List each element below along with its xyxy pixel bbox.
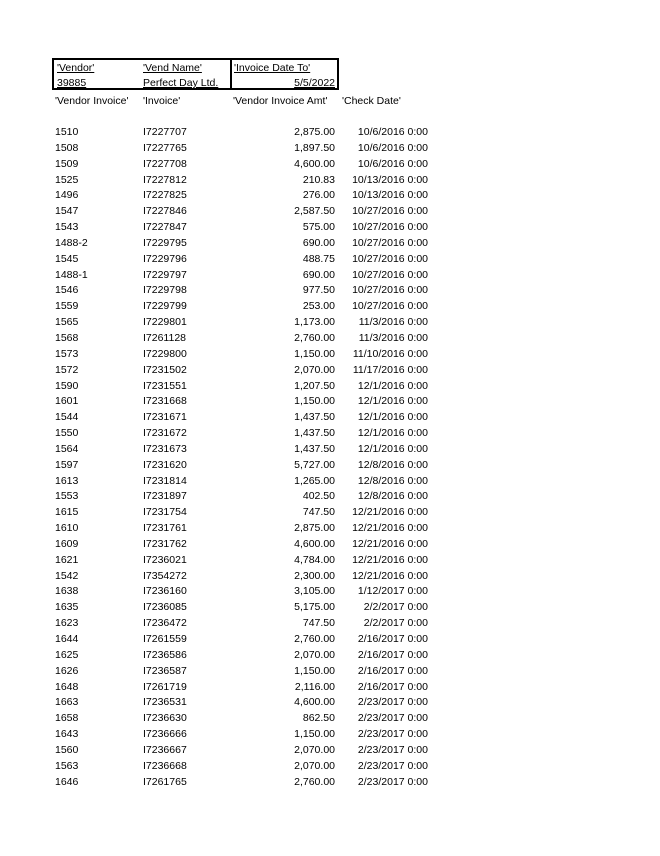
amount-cell[interactable]: 1,150.00 bbox=[294, 347, 335, 360]
invoice-cell[interactable]: I7229800 bbox=[143, 347, 187, 360]
check-date-cell[interactable]: 12/8/2016 0:00 bbox=[357, 490, 428, 503]
invoice-cell[interactable]: I7236531 bbox=[143, 696, 187, 709]
check-date-cell[interactable]: 10/6/2016 0:00 bbox=[357, 157, 428, 170]
table-row bbox=[0, 775, 660, 791]
check-date-cell[interactable]: 2/16/2017 0:00 bbox=[357, 648, 428, 661]
vendor-invoice-cell[interactable]: 1573 bbox=[55, 347, 79, 360]
check-date-cell[interactable]: 2/23/2017 0:00 bbox=[357, 712, 428, 725]
table-row bbox=[0, 521, 660, 537]
column-header-invoice: 'Invoice' bbox=[143, 95, 181, 107]
vendor-invoice-cell[interactable]: 1542 bbox=[55, 569, 79, 582]
table-row bbox=[0, 252, 660, 268]
vendor-invoice-cell[interactable]: 1546 bbox=[55, 284, 79, 297]
vendor-invoice-cell[interactable]: 1565 bbox=[55, 316, 79, 329]
table-row bbox=[0, 283, 660, 299]
check-date-cell[interactable]: 11/3/2016 0:00 bbox=[358, 331, 428, 344]
invoice-cell[interactable]: I7227765 bbox=[143, 141, 187, 154]
vendor-invoice-cell[interactable]: 1560 bbox=[55, 743, 79, 756]
table-row bbox=[0, 394, 660, 410]
header-divider bbox=[230, 60, 232, 88]
invoice-cell[interactable]: I7229798 bbox=[143, 284, 187, 297]
amount-cell[interactable]: 488.75 bbox=[302, 252, 335, 265]
amount-cell[interactable]: 862.50 bbox=[302, 712, 335, 725]
table-row bbox=[0, 505, 660, 521]
table-row bbox=[0, 268, 660, 284]
table-row bbox=[0, 458, 660, 474]
amount-cell[interactable]: 2,070.00 bbox=[294, 759, 335, 772]
vendor-invoice-cell[interactable]: 1568 bbox=[55, 331, 79, 344]
vendor-invoice-cell[interactable]: 1648 bbox=[55, 680, 79, 693]
vendor-invoice-cell[interactable]: 1610 bbox=[55, 522, 79, 535]
vend-name-label: 'Vend Name' bbox=[143, 62, 202, 74]
amount-cell[interactable]: 1,207.50 bbox=[294, 379, 335, 392]
vendor-invoice-cell[interactable]: 1601 bbox=[55, 395, 79, 408]
check-date-cell[interactable]: 10/6/2016 0:00 bbox=[357, 141, 428, 154]
table-row bbox=[0, 759, 660, 775]
invoice-cell[interactable]: I7229801 bbox=[143, 316, 187, 329]
table-row bbox=[0, 141, 660, 157]
invoice-cell[interactable]: I7227707 bbox=[143, 126, 187, 138]
vendor-invoice-cell[interactable]: 1488-1 bbox=[55, 268, 88, 281]
amount-cell[interactable]: 690.00 bbox=[302, 236, 335, 249]
amount-cell[interactable]: 2,587.50 bbox=[294, 205, 335, 218]
vendor-label: 'Vendor' bbox=[57, 62, 95, 74]
check-date-cell[interactable]: 10/27/2016 0:00 bbox=[352, 236, 428, 249]
table-row bbox=[0, 553, 660, 569]
table-row bbox=[0, 600, 660, 616]
vendor-invoice-cell[interactable]: 1488-2 bbox=[55, 236, 88, 249]
amount-cell[interactable]: 690.00 bbox=[302, 268, 335, 281]
table-row bbox=[0, 632, 660, 648]
invoice-cell[interactable]: I7236630 bbox=[143, 712, 187, 725]
table-row bbox=[0, 680, 660, 696]
check-date-cell[interactable]: 11/17/2016 0:00 bbox=[352, 363, 428, 376]
table-row bbox=[0, 648, 660, 664]
table-row bbox=[0, 331, 660, 347]
vendor-invoice-cell[interactable]: 1553 bbox=[55, 490, 79, 503]
amount-cell[interactable]: 1,897.50 bbox=[294, 141, 335, 154]
invoice-cell[interactable]: I7231672 bbox=[143, 427, 187, 440]
invoice-cell[interactable]: I7231673 bbox=[143, 442, 187, 455]
invoice-cell[interactable]: I7236472 bbox=[143, 617, 187, 630]
amount-cell[interactable]: 1,437.50 bbox=[294, 427, 335, 440]
invoice-cell[interactable]: I7229797 bbox=[143, 268, 187, 281]
amount-cell[interactable]: 575.00 bbox=[302, 221, 335, 234]
vendor-invoice-cell[interactable]: 1496 bbox=[55, 189, 79, 202]
invoice-cell[interactable]: I7354272 bbox=[143, 569, 187, 582]
table-row bbox=[0, 125, 660, 141]
invoice-date-value[interactable]: 5/5/2022 bbox=[294, 77, 335, 89]
amount-cell[interactable]: 1,150.00 bbox=[294, 664, 335, 677]
table-row bbox=[0, 489, 660, 505]
vendor-invoice-cell[interactable]: 1545 bbox=[55, 252, 79, 265]
check-date-cell[interactable]: 1/12/2017 0:00 bbox=[357, 585, 428, 598]
check-date-cell[interactable]: 12/21/2016 0:00 bbox=[352, 522, 428, 535]
table-row bbox=[0, 727, 660, 743]
table-row bbox=[0, 664, 660, 680]
vendor-invoice-cell[interactable]: 1623 bbox=[55, 617, 79, 630]
table-row bbox=[0, 315, 660, 331]
vendor-invoice-cell[interactable]: 1621 bbox=[55, 553, 79, 566]
amount-cell[interactable]: 4,784.00 bbox=[294, 553, 335, 566]
table-row bbox=[0, 173, 660, 189]
invoice-cell[interactable]: I7227708 bbox=[143, 157, 187, 170]
vendor-invoice-cell[interactable]: 1625 bbox=[55, 648, 79, 661]
check-date-cell[interactable]: 2/2/2017 0:00 bbox=[363, 601, 428, 614]
check-date-cell[interactable]: 10/27/2016 0:00 bbox=[352, 300, 428, 313]
invoice-cell[interactable]: I7231502 bbox=[143, 363, 187, 376]
check-date-cell[interactable]: 10/6/2016 0:00 bbox=[357, 126, 428, 138]
check-date-cell[interactable]: 10/13/2016 0:00 bbox=[352, 173, 428, 186]
table-row bbox=[0, 299, 660, 315]
amount-cell[interactable]: 3,105.00 bbox=[294, 585, 335, 598]
table-row bbox=[0, 474, 660, 490]
invoice-cell[interactable]: I7261765 bbox=[143, 775, 187, 788]
check-date-cell[interactable]: 2/23/2017 0:00 bbox=[357, 775, 428, 788]
table-row bbox=[0, 569, 660, 585]
check-date-cell[interactable]: 12/21/2016 0:00 bbox=[352, 537, 428, 550]
table-row bbox=[0, 236, 660, 252]
invoice-cell[interactable]: I7231551 bbox=[143, 379, 187, 392]
table-row bbox=[0, 204, 660, 220]
check-date-cell[interactable]: 2/23/2017 0:00 bbox=[357, 743, 428, 756]
invoice-cell[interactable]: I7229799 bbox=[143, 300, 187, 313]
amount-cell[interactable]: 253.00 bbox=[302, 300, 335, 313]
invoice-cell[interactable]: I7231814 bbox=[143, 474, 187, 487]
check-date-cell[interactable]: 10/27/2016 0:00 bbox=[352, 284, 428, 297]
invoice-cell[interactable]: I7236085 bbox=[143, 601, 187, 614]
invoice-table-body bbox=[0, 125, 660, 790]
amount-cell[interactable]: 2,760.00 bbox=[294, 633, 335, 645]
invoice-cell[interactable]: I7236668 bbox=[143, 759, 187, 772]
invoice-cell[interactable]: I7231754 bbox=[143, 506, 187, 519]
check-date-cell[interactable]: 12/21/2016 0:00 bbox=[352, 569, 428, 582]
amount-cell[interactable]: 5,175.00 bbox=[294, 601, 335, 614]
check-date-cell[interactable]: 12/21/2016 0:00 bbox=[352, 553, 428, 566]
invoice-cell[interactable]: I7261559 bbox=[143, 633, 187, 645]
amount-cell[interactable]: 276.00 bbox=[302, 189, 335, 202]
check-date-cell[interactable]: 2/2/2017 0:00 bbox=[363, 617, 428, 630]
invoice-cell[interactable]: I7231668 bbox=[143, 395, 187, 408]
table-row bbox=[0, 410, 660, 426]
table-row bbox=[0, 537, 660, 553]
amount-cell[interactable]: 210.83 bbox=[302, 173, 335, 186]
table-row bbox=[0, 616, 660, 632]
invoice-cell[interactable]: I7236666 bbox=[143, 728, 187, 741]
check-date-cell[interactable]: 12/1/2016 0:00 bbox=[357, 442, 428, 455]
amount-cell[interactable]: 1,437.50 bbox=[294, 411, 335, 424]
vendor-invoice-cell[interactable]: 1510 bbox=[55, 126, 79, 138]
check-date-cell[interactable]: 11/3/2016 0:00 bbox=[358, 316, 428, 329]
check-date-cell[interactable]: 10/27/2016 0:00 bbox=[352, 205, 428, 218]
check-date-cell[interactable]: 10/27/2016 0:00 bbox=[352, 268, 428, 281]
check-date-cell[interactable]: 2/23/2017 0:00 bbox=[357, 728, 428, 741]
amount-cell[interactable]: 2,070.00 bbox=[294, 648, 335, 661]
vendor-value[interactable]: 39885 bbox=[57, 77, 87, 89]
vendor-invoice-cell[interactable]: 1644 bbox=[55, 633, 79, 645]
vendor-invoice-cell[interactable]: 1563 bbox=[55, 759, 79, 772]
check-date-cell[interactable]: 2/16/2017 0:00 bbox=[357, 633, 428, 645]
invoice-cell[interactable]: I7229795 bbox=[143, 236, 187, 249]
vendor-invoice-cell[interactable]: 1658 bbox=[55, 712, 79, 725]
invoice-cell[interactable]: I7231762 bbox=[143, 537, 187, 550]
table-row bbox=[0, 363, 660, 379]
table-row bbox=[0, 426, 660, 442]
amount-cell[interactable]: 4,600.00 bbox=[294, 157, 335, 170]
amount-cell[interactable]: 2,875.00 bbox=[294, 126, 335, 138]
check-date-cell[interactable]: 10/13/2016 0:00 bbox=[352, 189, 428, 202]
vendor-invoice-cell[interactable]: 1550 bbox=[55, 427, 79, 440]
vendor-invoice-cell[interactable]: 1590 bbox=[55, 379, 79, 392]
amount-cell[interactable]: 4,600.00 bbox=[294, 696, 335, 709]
amount-cell[interactable]: 2,116.00 bbox=[294, 680, 335, 693]
invoice-cell[interactable]: I7236587 bbox=[143, 664, 187, 677]
check-date-cell[interactable]: 10/27/2016 0:00 bbox=[352, 252, 428, 265]
invoice-cell[interactable]: I7231761 bbox=[143, 522, 187, 535]
vendor-invoice-cell[interactable]: 1626 bbox=[55, 664, 79, 677]
amount-cell[interactable]: 2,760.00 bbox=[294, 331, 335, 344]
vendor-invoice-cell[interactable]: 1509 bbox=[55, 157, 79, 170]
amount-cell[interactable]: 4,600.00 bbox=[294, 537, 335, 550]
vendor-invoice-cell[interactable]: 1525 bbox=[55, 173, 79, 186]
vendor-invoice-cell[interactable]: 1635 bbox=[55, 601, 79, 614]
table-row bbox=[0, 157, 660, 173]
filter-header-box bbox=[52, 58, 339, 90]
vendor-invoice-cell[interactable]: 1643 bbox=[55, 728, 79, 741]
table-row bbox=[0, 442, 660, 458]
vendor-invoice-cell[interactable]: 1663 bbox=[55, 696, 79, 709]
vendor-invoice-cell[interactable]: 1597 bbox=[55, 458, 79, 471]
amount-cell[interactable]: 2,875.00 bbox=[294, 522, 335, 535]
invoice-cell[interactable]: I7227812 bbox=[143, 173, 187, 186]
invoice-cell[interactable]: I7231671 bbox=[143, 411, 187, 424]
invoice-date-label: 'Invoice Date To' bbox=[234, 62, 311, 74]
vendor-invoice-cell[interactable]: 1543 bbox=[55, 221, 79, 234]
check-date-cell[interactable]: 2/23/2017 0:00 bbox=[357, 759, 428, 772]
check-date-cell[interactable]: 2/16/2017 0:00 bbox=[357, 664, 428, 677]
amount-cell[interactable]: 1,150.00 bbox=[294, 728, 335, 741]
invoice-cell[interactable]: I7236586 bbox=[143, 648, 187, 661]
vendor-invoice-cell[interactable]: 1646 bbox=[55, 775, 79, 788]
amount-cell[interactable]: 1,265.00 bbox=[294, 474, 335, 487]
table-row bbox=[0, 188, 660, 204]
amount-cell[interactable]: 402.50 bbox=[302, 490, 335, 503]
amount-cell[interactable]: 1,437.50 bbox=[294, 442, 335, 455]
check-date-cell[interactable]: 12/1/2016 0:00 bbox=[357, 427, 428, 440]
vendor-invoice-cell[interactable]: 1564 bbox=[55, 442, 79, 455]
table-row bbox=[0, 379, 660, 395]
amount-cell[interactable]: 2,300.00 bbox=[294, 569, 335, 582]
invoice-cell[interactable]: I7261128 bbox=[143, 331, 187, 344]
invoice-cell[interactable]: I7236021 bbox=[143, 553, 187, 566]
vendor-invoice-cell[interactable]: 1609 bbox=[55, 537, 79, 550]
check-date-cell[interactable]: 12/8/2016 0:00 bbox=[357, 474, 428, 487]
amount-cell[interactable]: 747.50 bbox=[302, 617, 335, 630]
amount-cell[interactable]: 1,173.00 bbox=[294, 316, 335, 329]
table-row bbox=[0, 711, 660, 727]
vendor-invoice-cell[interactable]: 1508 bbox=[55, 141, 79, 154]
check-date-cell[interactable]: 11/10/2016 0:00 bbox=[352, 347, 428, 360]
invoice-cell[interactable]: I7236667 bbox=[143, 743, 187, 756]
check-date-cell[interactable]: 12/1/2016 0:00 bbox=[357, 379, 428, 392]
vendor-invoice-cell[interactable]: 1613 bbox=[55, 474, 79, 487]
check-date-cell[interactable]: 12/1/2016 0:00 bbox=[357, 395, 428, 408]
invoice-cell[interactable]: I7227825 bbox=[143, 189, 187, 202]
vendor-invoice-cell[interactable]: 1638 bbox=[55, 585, 79, 598]
check-date-cell[interactable]: 12/8/2016 0:00 bbox=[357, 458, 428, 471]
table-row bbox=[0, 743, 660, 759]
vendor-invoice-cell[interactable]: 1559 bbox=[55, 300, 79, 313]
invoice-cell[interactable]: I7231620 bbox=[143, 458, 187, 471]
invoice-cell[interactable]: I7229796 bbox=[143, 252, 187, 265]
amount-cell[interactable]: 2,070.00 bbox=[294, 743, 335, 756]
amount-cell[interactable]: 1,150.00 bbox=[294, 395, 335, 408]
column-header-vendor-invoice: 'Vendor Invoice' bbox=[55, 95, 129, 107]
amount-cell[interactable]: 977.50 bbox=[302, 284, 335, 297]
invoice-cell[interactable]: I7236160 bbox=[143, 585, 187, 598]
invoice-cell[interactable]: I7227847 bbox=[143, 221, 187, 234]
check-date-cell[interactable]: 10/27/2016 0:00 bbox=[352, 221, 428, 234]
check-date-cell[interactable]: 12/21/2016 0:00 bbox=[352, 506, 428, 519]
vend-name-value[interactable]: Perfect Day Ltd. bbox=[143, 77, 219, 89]
amount-cell[interactable]: 2,760.00 bbox=[294, 775, 335, 788]
vendor-invoice-cell[interactable]: 1615 bbox=[55, 506, 79, 519]
invoice-cell[interactable]: I7261719 bbox=[143, 680, 187, 693]
amount-cell[interactable]: 747.50 bbox=[302, 506, 335, 519]
invoice-cell[interactable]: I7231897 bbox=[143, 490, 187, 503]
check-date-cell[interactable]: 2/23/2017 0:00 bbox=[357, 696, 428, 709]
table-row bbox=[0, 220, 660, 236]
vendor-invoice-cell[interactable]: 1572 bbox=[55, 363, 79, 376]
vendor-invoice-cell[interactable]: 1547 bbox=[55, 205, 79, 218]
column-header-amount: 'Vendor Invoice Amt' bbox=[233, 95, 328, 107]
vendor-invoice-cell[interactable]: 1544 bbox=[55, 411, 79, 424]
table-row bbox=[0, 347, 660, 363]
amount-cell[interactable]: 2,070.00 bbox=[294, 363, 335, 376]
check-date-cell[interactable]: 12/1/2016 0:00 bbox=[357, 411, 428, 424]
amount-cell[interactable]: 5,727.00 bbox=[294, 458, 335, 471]
check-date-cell[interactable]: 2/16/2017 0:00 bbox=[357, 680, 428, 693]
invoice-cell[interactable]: I7227846 bbox=[143, 205, 187, 218]
table-row bbox=[0, 695, 660, 711]
table-row bbox=[0, 584, 660, 600]
column-header-check-date: 'Check Date' bbox=[342, 95, 401, 107]
